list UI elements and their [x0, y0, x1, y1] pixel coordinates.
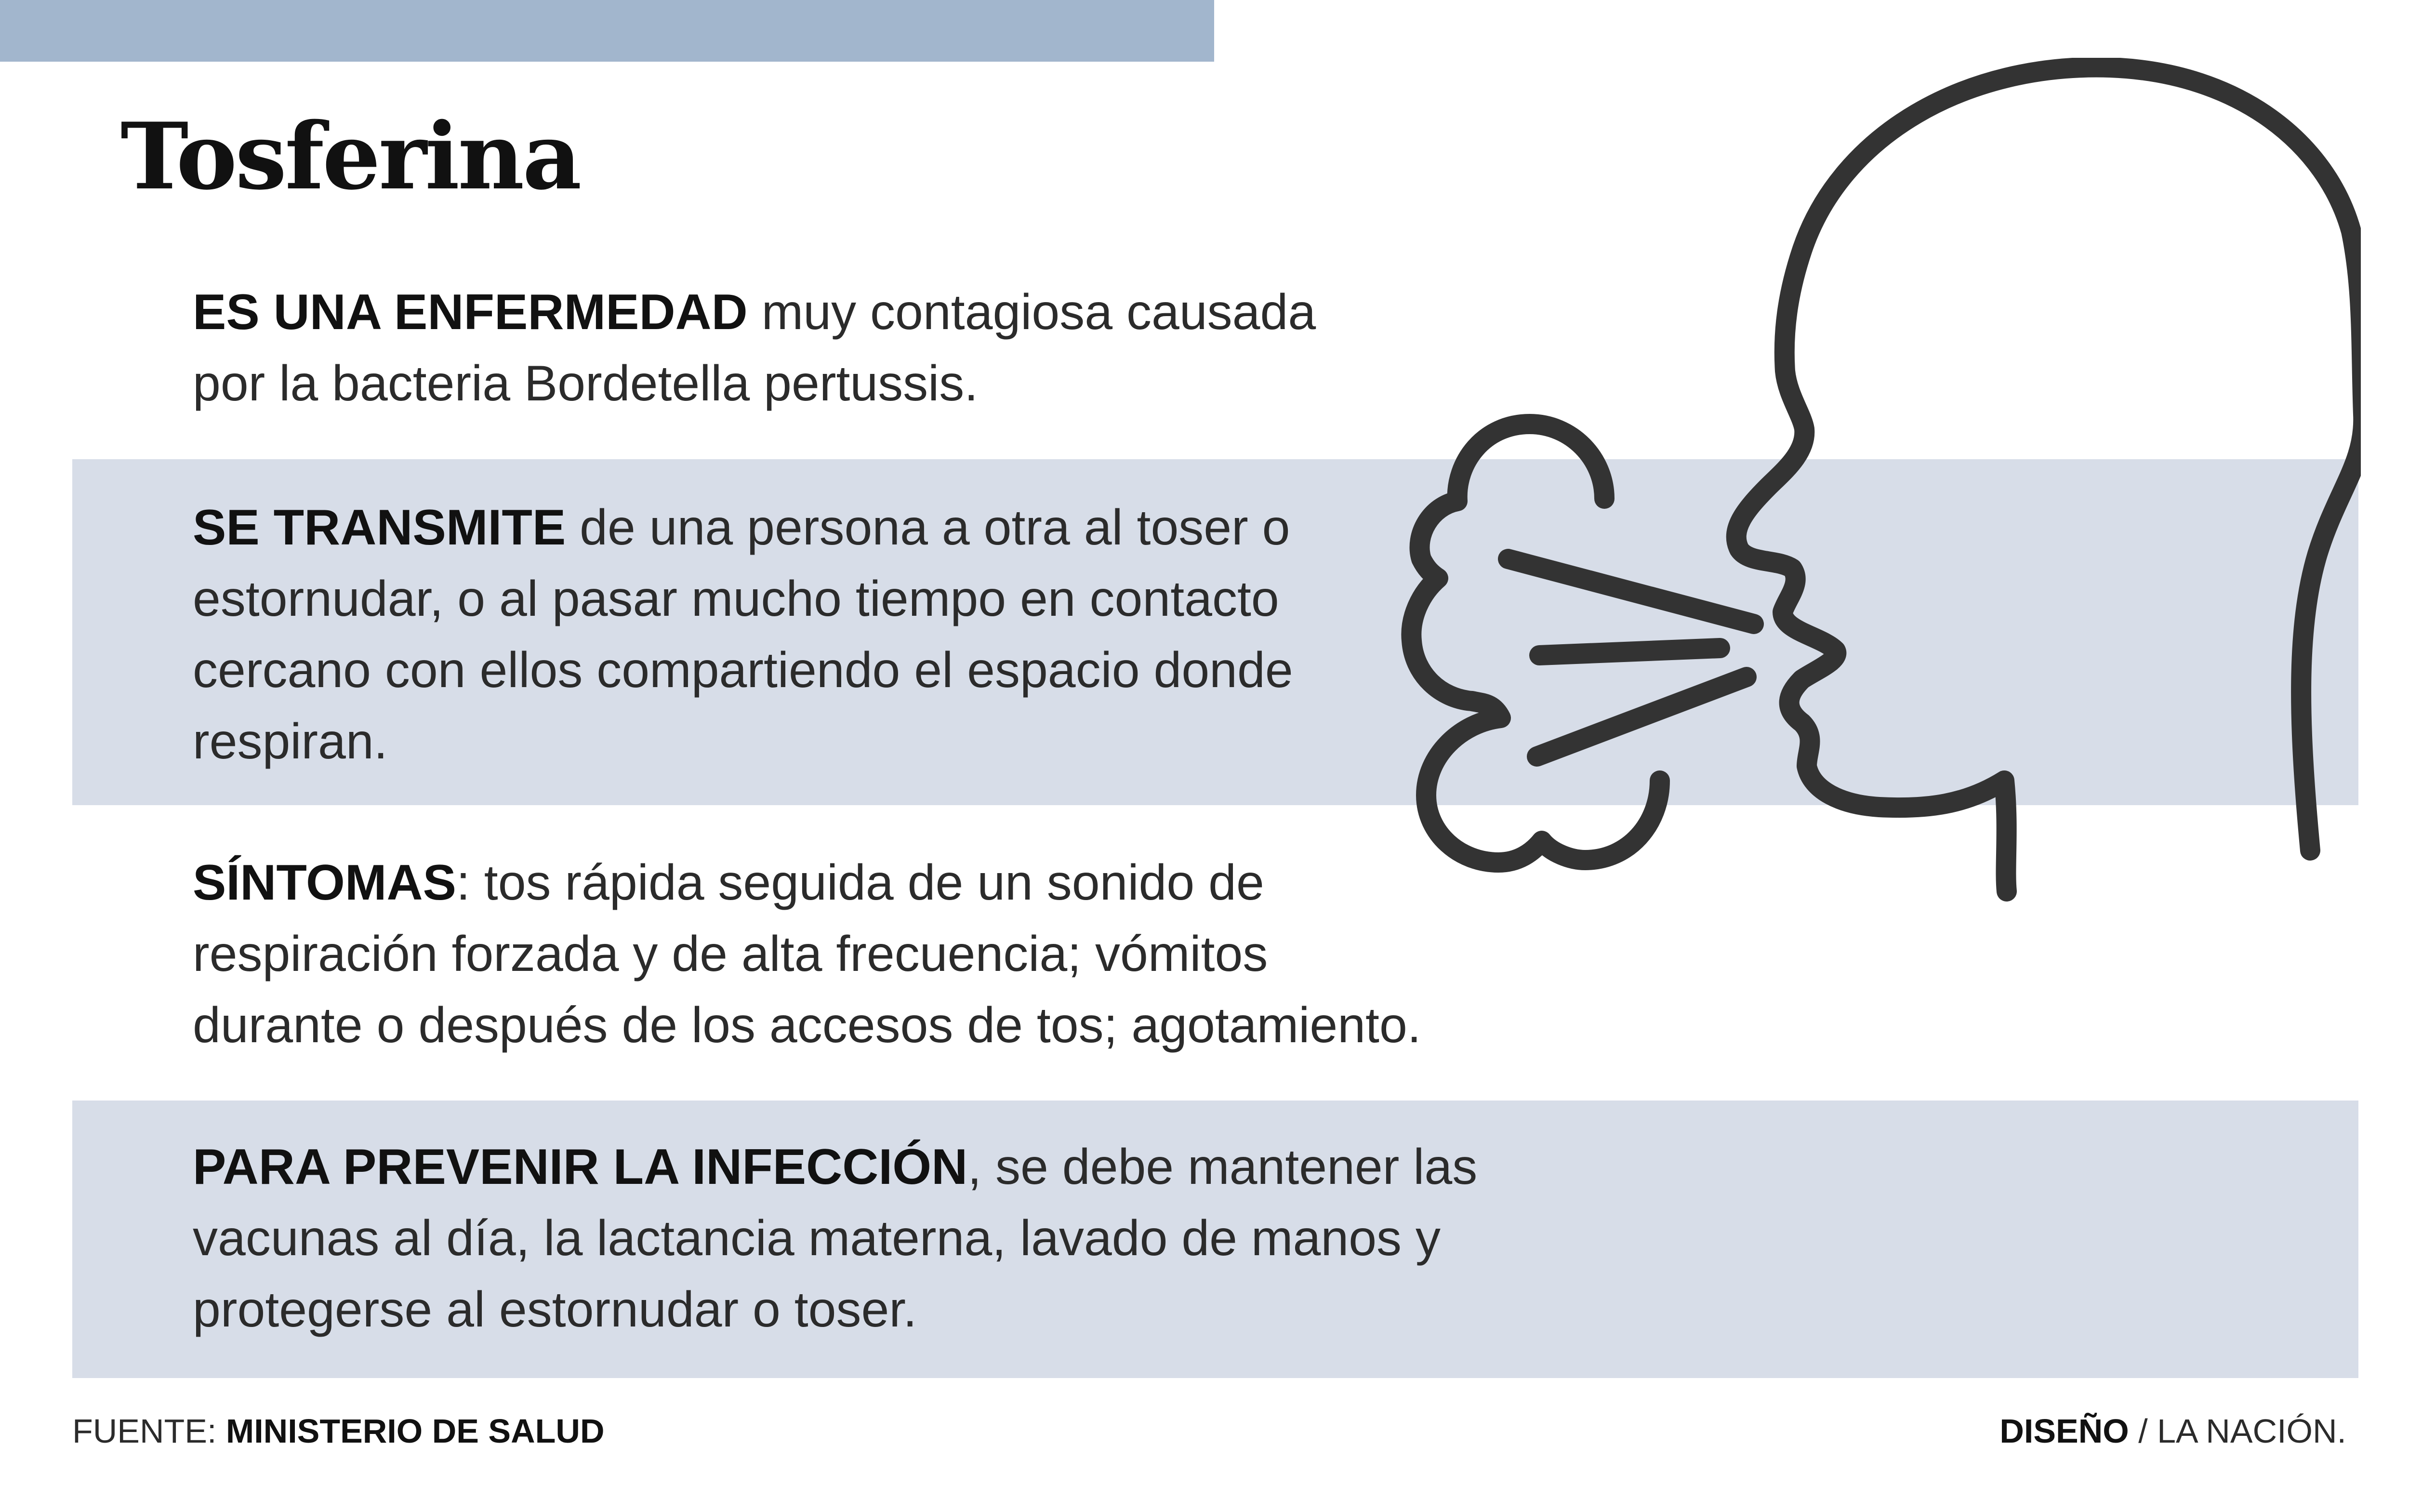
- page-title: Tosferina: [120, 103, 580, 210]
- paragraph-prevention-lead: PARA PREVENIR LA INFECCIÓN: [193, 1139, 968, 1195]
- paragraph-symptoms-lead: SÍNTOMAS: [193, 855, 457, 911]
- top-accent-bar: [0, 0, 1214, 62]
- footer-design-value: / LA NACIÓN.: [2129, 1412, 2346, 1450]
- footer-source: [72, 1409, 605, 1453]
- coughing-head-icon: [1397, 58, 2361, 925]
- paragraph-transmission: [193, 492, 1436, 777]
- paragraph-disease: [193, 277, 1397, 419]
- footer-source-label: FUENTE:: [72, 1412, 226, 1450]
- footer-design: [1999, 1409, 2346, 1453]
- head-outline: [1736, 67, 2361, 891]
- breath-line-top: [1508, 559, 1754, 624]
- paragraph-disease-text: muy contagiosa causada por la bacteria Bordetella pertussis.: [193, 284, 1316, 411]
- breath-line-middle: [1539, 648, 1720, 655]
- paragraph-symptoms-text: : tos rápida seguida de un sonido de respiración forzada y de alta frecuencia; vómitos durante o después de los accesos de tos; agotamiento.: [193, 855, 1421, 1053]
- footer-source-value: MINISTERIO DE SALUD: [225, 1412, 605, 1450]
- breath-line-bottom: [1537, 677, 1747, 756]
- paragraph-symptoms: [193, 847, 1542, 1061]
- footer-design-label: DISEÑO: [1999, 1412, 2129, 1450]
- paragraph-prevention-text: , se debe mantener las vacunas al día, la lactancia materna, lavado de manos y protegerse al estornudar o toser.: [193, 1139, 1478, 1338]
- paragraph-prevention: [193, 1131, 1542, 1345]
- paragraph-disease-lead: ES UNA ENFERMEDAD: [193, 284, 748, 340]
- paragraph-transmission-lead: SE TRANSMITE: [193, 500, 566, 556]
- paragraph-transmission-text: de una persona a otra al toser o estornudar, o al pasar mucho tiempo en contacto cercano con ellos compartiendo el espacio donde respiran.: [193, 500, 1293, 769]
